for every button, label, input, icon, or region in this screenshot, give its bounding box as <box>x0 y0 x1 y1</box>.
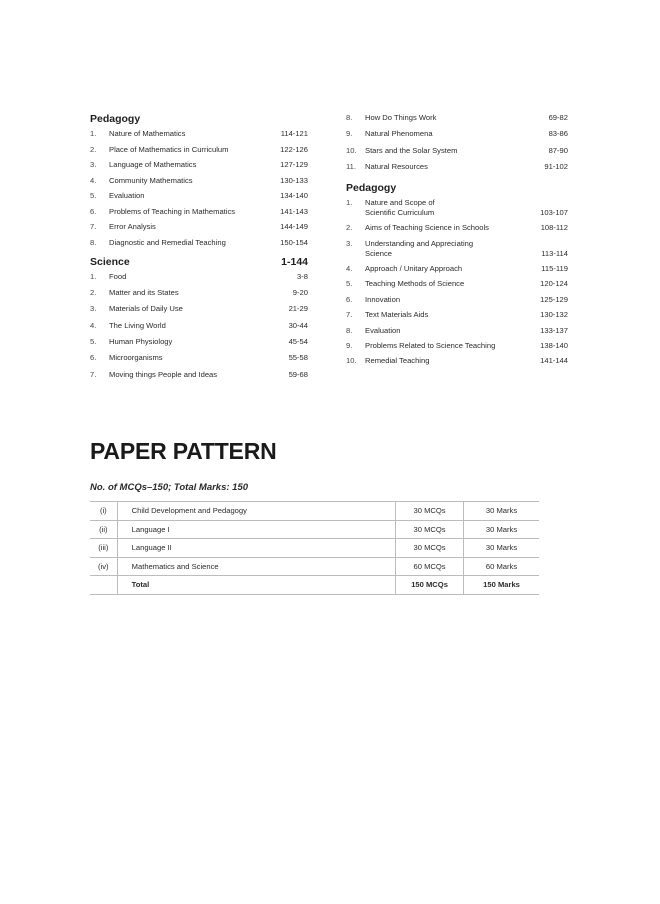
toc-entry <box>90 129 308 139</box>
pattern-cell-subject: Mathematics and Science <box>117 557 395 576</box>
toc-entry-number: 7. <box>90 369 97 379</box>
toc-entry-pages: 138-140 <box>540 341 568 351</box>
toc-entry <box>346 223 568 233</box>
toc-entry-number: 1. <box>90 271 97 281</box>
toc-entry-number: 6. <box>90 353 97 363</box>
toc-list-science-continued <box>346 113 568 172</box>
toc-entry-title-line: Text Materials Aids <box>365 310 429 320</box>
toc-entry-title: Place of Mathematics in Curriculum <box>109 144 229 154</box>
toc-entry-title: Materials of Daily Use <box>109 304 183 314</box>
toc-entry-title-line: Innovation <box>365 294 401 304</box>
toc-entry-title: Community Mathematics <box>109 175 193 185</box>
pattern-total-label: Total <box>117 576 395 595</box>
toc-entry-pages: 141-144 <box>540 356 568 366</box>
toc-entry <box>346 356 568 366</box>
toc-entry-title <box>365 223 535 233</box>
pattern-cell-mcqs: 30 MCQs <box>396 539 464 558</box>
paper-pattern-subtitle: No. of MCQs–150; Total Marks: 150 <box>90 482 249 493</box>
toc-entry-number: 6. <box>90 206 97 216</box>
toc-entry-number: 3. <box>90 304 97 314</box>
toc-entry-pages: 144-149 <box>280 222 308 231</box>
toc-entry-title <box>365 264 535 274</box>
toc-entry-title-line: Understanding and Appreciating <box>365 238 474 248</box>
toc-entry-title: Problems of Teaching in Mathematics <box>109 206 236 216</box>
toc-entry-title: Microorganisms <box>109 353 163 363</box>
toc-entry-number: 1. <box>90 129 97 138</box>
toc-entry-number: 6. <box>346 294 353 304</box>
section-pages: 1-144 <box>281 255 308 268</box>
toc-entry-pages: 91-102 <box>544 161 568 171</box>
toc-entry-number: 10. <box>346 356 357 366</box>
pattern-cell-subject: Language II <box>117 539 395 558</box>
toc-entry-number: 8. <box>346 113 353 122</box>
toc-entry-title <box>365 279 534 289</box>
toc-entry <box>90 222 308 232</box>
pattern-row <box>90 520 539 539</box>
toc-entry-title-line: Nature and Scope of <box>365 197 435 207</box>
pattern-cell-subject: Child Development and Pedagogy <box>117 502 395 521</box>
toc-list-science <box>90 272 308 380</box>
toc-entry-number: 4. <box>90 320 97 330</box>
pattern-row <box>90 539 539 558</box>
toc-entry-pages: 45-54 <box>288 337 308 347</box>
toc-entry-number: 2. <box>90 287 97 297</box>
toc-entry <box>346 310 568 320</box>
pattern-cell-marks: 30 Marks <box>464 502 539 521</box>
toc-entry <box>346 239 568 259</box>
toc-entry-number: 5. <box>90 337 97 347</box>
toc-entry-number: 3. <box>346 238 353 248</box>
toc-entry-title: Diagnostic and Remedial Teaching <box>109 237 226 247</box>
toc-entry-number: 5. <box>90 191 97 200</box>
toc-entry <box>346 295 568 305</box>
toc-entry <box>346 279 568 289</box>
toc-entry-title-line: Remedial Teaching <box>365 356 430 366</box>
toc-entry <box>90 176 308 186</box>
toc-entry-title-line: Approach / Unitary Approach <box>365 264 463 274</box>
toc-entry <box>346 129 568 139</box>
pattern-cell-marks: 60 Marks <box>464 557 539 576</box>
toc-entry-pages: 59-68 <box>288 369 308 379</box>
toc-list-pedagogy-science <box>346 198 568 367</box>
pattern-row <box>90 502 539 521</box>
toc-entry-title-line: Evaluation <box>365 325 401 335</box>
toc-entry-title: Nature of Mathematics <box>109 129 186 138</box>
toc-entry <box>90 337 308 347</box>
toc-entry-pages: 30-44 <box>288 320 308 330</box>
toc-entry <box>90 145 308 155</box>
toc-entry-pages: 21-29 <box>288 304 308 314</box>
toc-list-pedagogy-maths <box>90 129 308 248</box>
toc-entry-title: Human Physiology <box>109 337 173 347</box>
pattern-cell-marks: 30 Marks <box>464 539 539 558</box>
toc-entry <box>90 288 308 298</box>
toc-entry-pages: 83-86 <box>548 129 568 139</box>
pattern-cell-roman: (i) <box>90 502 117 521</box>
toc-entry-number: 10. <box>346 145 357 155</box>
toc-entry-pages: 115-119 <box>541 264 568 274</box>
toc-entry-pages: 120-124 <box>540 279 568 289</box>
toc-entry-title <box>365 326 534 336</box>
toc-entry-number: 3. <box>90 160 97 169</box>
toc-entry-pages: 108-112 <box>540 223 568 233</box>
pattern-cell-mcqs: 30 MCQs <box>396 502 464 521</box>
toc-entry <box>346 162 568 172</box>
toc-entry <box>90 370 308 380</box>
toc-entry-number: 9. <box>346 129 353 139</box>
section-heading-pedagogy-science <box>346 182 568 194</box>
toc-entry <box>346 113 568 123</box>
toc-entry <box>346 146 568 156</box>
toc-entry-pages: 114-121 <box>280 129 308 138</box>
pattern-cell-mcqs: 30 MCQs <box>396 520 464 539</box>
pattern-cell-roman: (iv) <box>90 557 117 576</box>
toc-entry <box>90 304 308 314</box>
toc-entry-title <box>365 356 534 366</box>
toc-entry <box>346 326 568 336</box>
toc-entry-number: 1. <box>346 197 353 207</box>
toc-entry <box>90 238 308 248</box>
toc-entry <box>90 272 308 282</box>
toc-entry-pages: 3-8 <box>297 271 308 281</box>
toc-entry-title: Natural Resources <box>365 161 428 171</box>
pattern-total-marks: 150 Marks <box>464 576 539 595</box>
toc-entry-title: Language of Mathematics <box>109 160 197 169</box>
toc-entry-number: 2. <box>346 223 353 233</box>
toc-entry-pages: 130-132 <box>540 310 568 320</box>
paper-pattern-title: PAPER PATTERN <box>90 438 277 464</box>
section-heading-pedagogy <box>90 113 308 125</box>
toc-entry-title <box>365 239 535 259</box>
pattern-cell-marks: 30 Marks <box>464 520 539 539</box>
toc-entry-title-line: Science <box>365 248 393 258</box>
pattern-total-mcqs: 150 MCQs <box>396 576 464 595</box>
toc-entry-pages: 125-129 <box>540 294 568 304</box>
pattern-cell-empty <box>90 576 117 595</box>
toc-entry-title <box>365 310 534 320</box>
toc-entry-number: 8. <box>346 325 353 335</box>
toc-entry-number: 7. <box>346 310 353 320</box>
toc-entry-pages: 69-82 <box>548 113 568 122</box>
toc-entry <box>90 191 308 201</box>
toc-entry-title: How Do Things Work <box>365 113 437 122</box>
section-title: Pedagogy <box>90 113 141 125</box>
toc-entry-number: 11. <box>346 161 356 171</box>
toc-entry-number: 2. <box>90 144 97 154</box>
toc-entry-number: 4. <box>346 264 353 274</box>
section-heading-science <box>90 256 308 268</box>
toc-entry-title: Natural Phenomena <box>365 129 433 139</box>
section-title: Science <box>90 255 130 268</box>
toc-entry-pages: 141-143 <box>280 206 308 216</box>
toc-entry-title: The Living World <box>109 320 166 330</box>
toc-entry-pages: 87-90 <box>548 145 568 155</box>
toc-entry-title-line: Problems Related to Science Teaching <box>365 341 496 351</box>
toc-entry <box>90 321 308 331</box>
toc-entry-title <box>365 341 534 351</box>
toc-entry-title <box>365 295 534 305</box>
toc-entry-title: Stars and the Solar System <box>365 145 458 155</box>
toc-entry-title: Food <box>109 271 127 281</box>
section-title: Pedagogy <box>346 181 397 194</box>
pattern-cell-subject: Language I <box>117 520 395 539</box>
toc-entry-pages: 133-137 <box>540 325 568 335</box>
toc-entry <box>90 207 308 217</box>
toc-entry-title-line: Teaching Methods of Science <box>365 279 465 289</box>
pattern-cell-mcqs: 60 MCQs <box>396 557 464 576</box>
toc-entry-number: 7. <box>90 222 97 231</box>
toc-entry-pages: 103-107 <box>540 207 568 217</box>
pattern-row <box>90 557 539 576</box>
toc-entry-number: 8. <box>90 237 97 247</box>
toc-entry-number: 9. <box>346 341 353 351</box>
toc-entry-pages: 9-20 <box>292 287 308 297</box>
toc-entry-number: 5. <box>346 279 353 289</box>
toc-entry <box>346 341 568 351</box>
toc-entry-pages: 127-129 <box>280 160 308 169</box>
toc-right-column <box>346 113 568 372</box>
toc-entry-number: 4. <box>90 175 97 185</box>
toc-entry <box>90 353 308 363</box>
toc-entry-title <box>365 198 534 218</box>
toc-entry-title: Matter and its States <box>109 287 179 297</box>
toc-entry-pages: 113-114 <box>541 248 568 258</box>
toc-entry-title-line: Aims of Teaching Science in Schools <box>365 223 489 233</box>
toc-entry-pages: 122-126 <box>280 144 308 154</box>
toc-entry-pages: 150-154 <box>280 237 308 247</box>
toc-entry-title-line: Scientific Curriculum <box>365 207 435 217</box>
toc-entry <box>346 264 568 274</box>
toc-entry-pages: 130-133 <box>280 175 308 185</box>
toc-entry-title: Error Analysis <box>109 222 156 231</box>
pattern-cell-roman: (ii) <box>90 520 117 539</box>
paper-pattern-table <box>90 501 539 595</box>
toc-left-column <box>90 113 308 386</box>
toc-entry <box>90 160 308 170</box>
toc-entry-pages: 55-58 <box>288 353 308 363</box>
toc-entry-title: Evaluation <box>109 191 145 200</box>
toc-entry-title: Moving things People and Ideas <box>109 369 218 379</box>
pattern-cell-roman: (iii) <box>90 539 117 558</box>
pattern-total-row <box>90 576 539 595</box>
toc-entry <box>346 198 568 218</box>
toc-entry-pages: 134-140 <box>280 191 308 200</box>
